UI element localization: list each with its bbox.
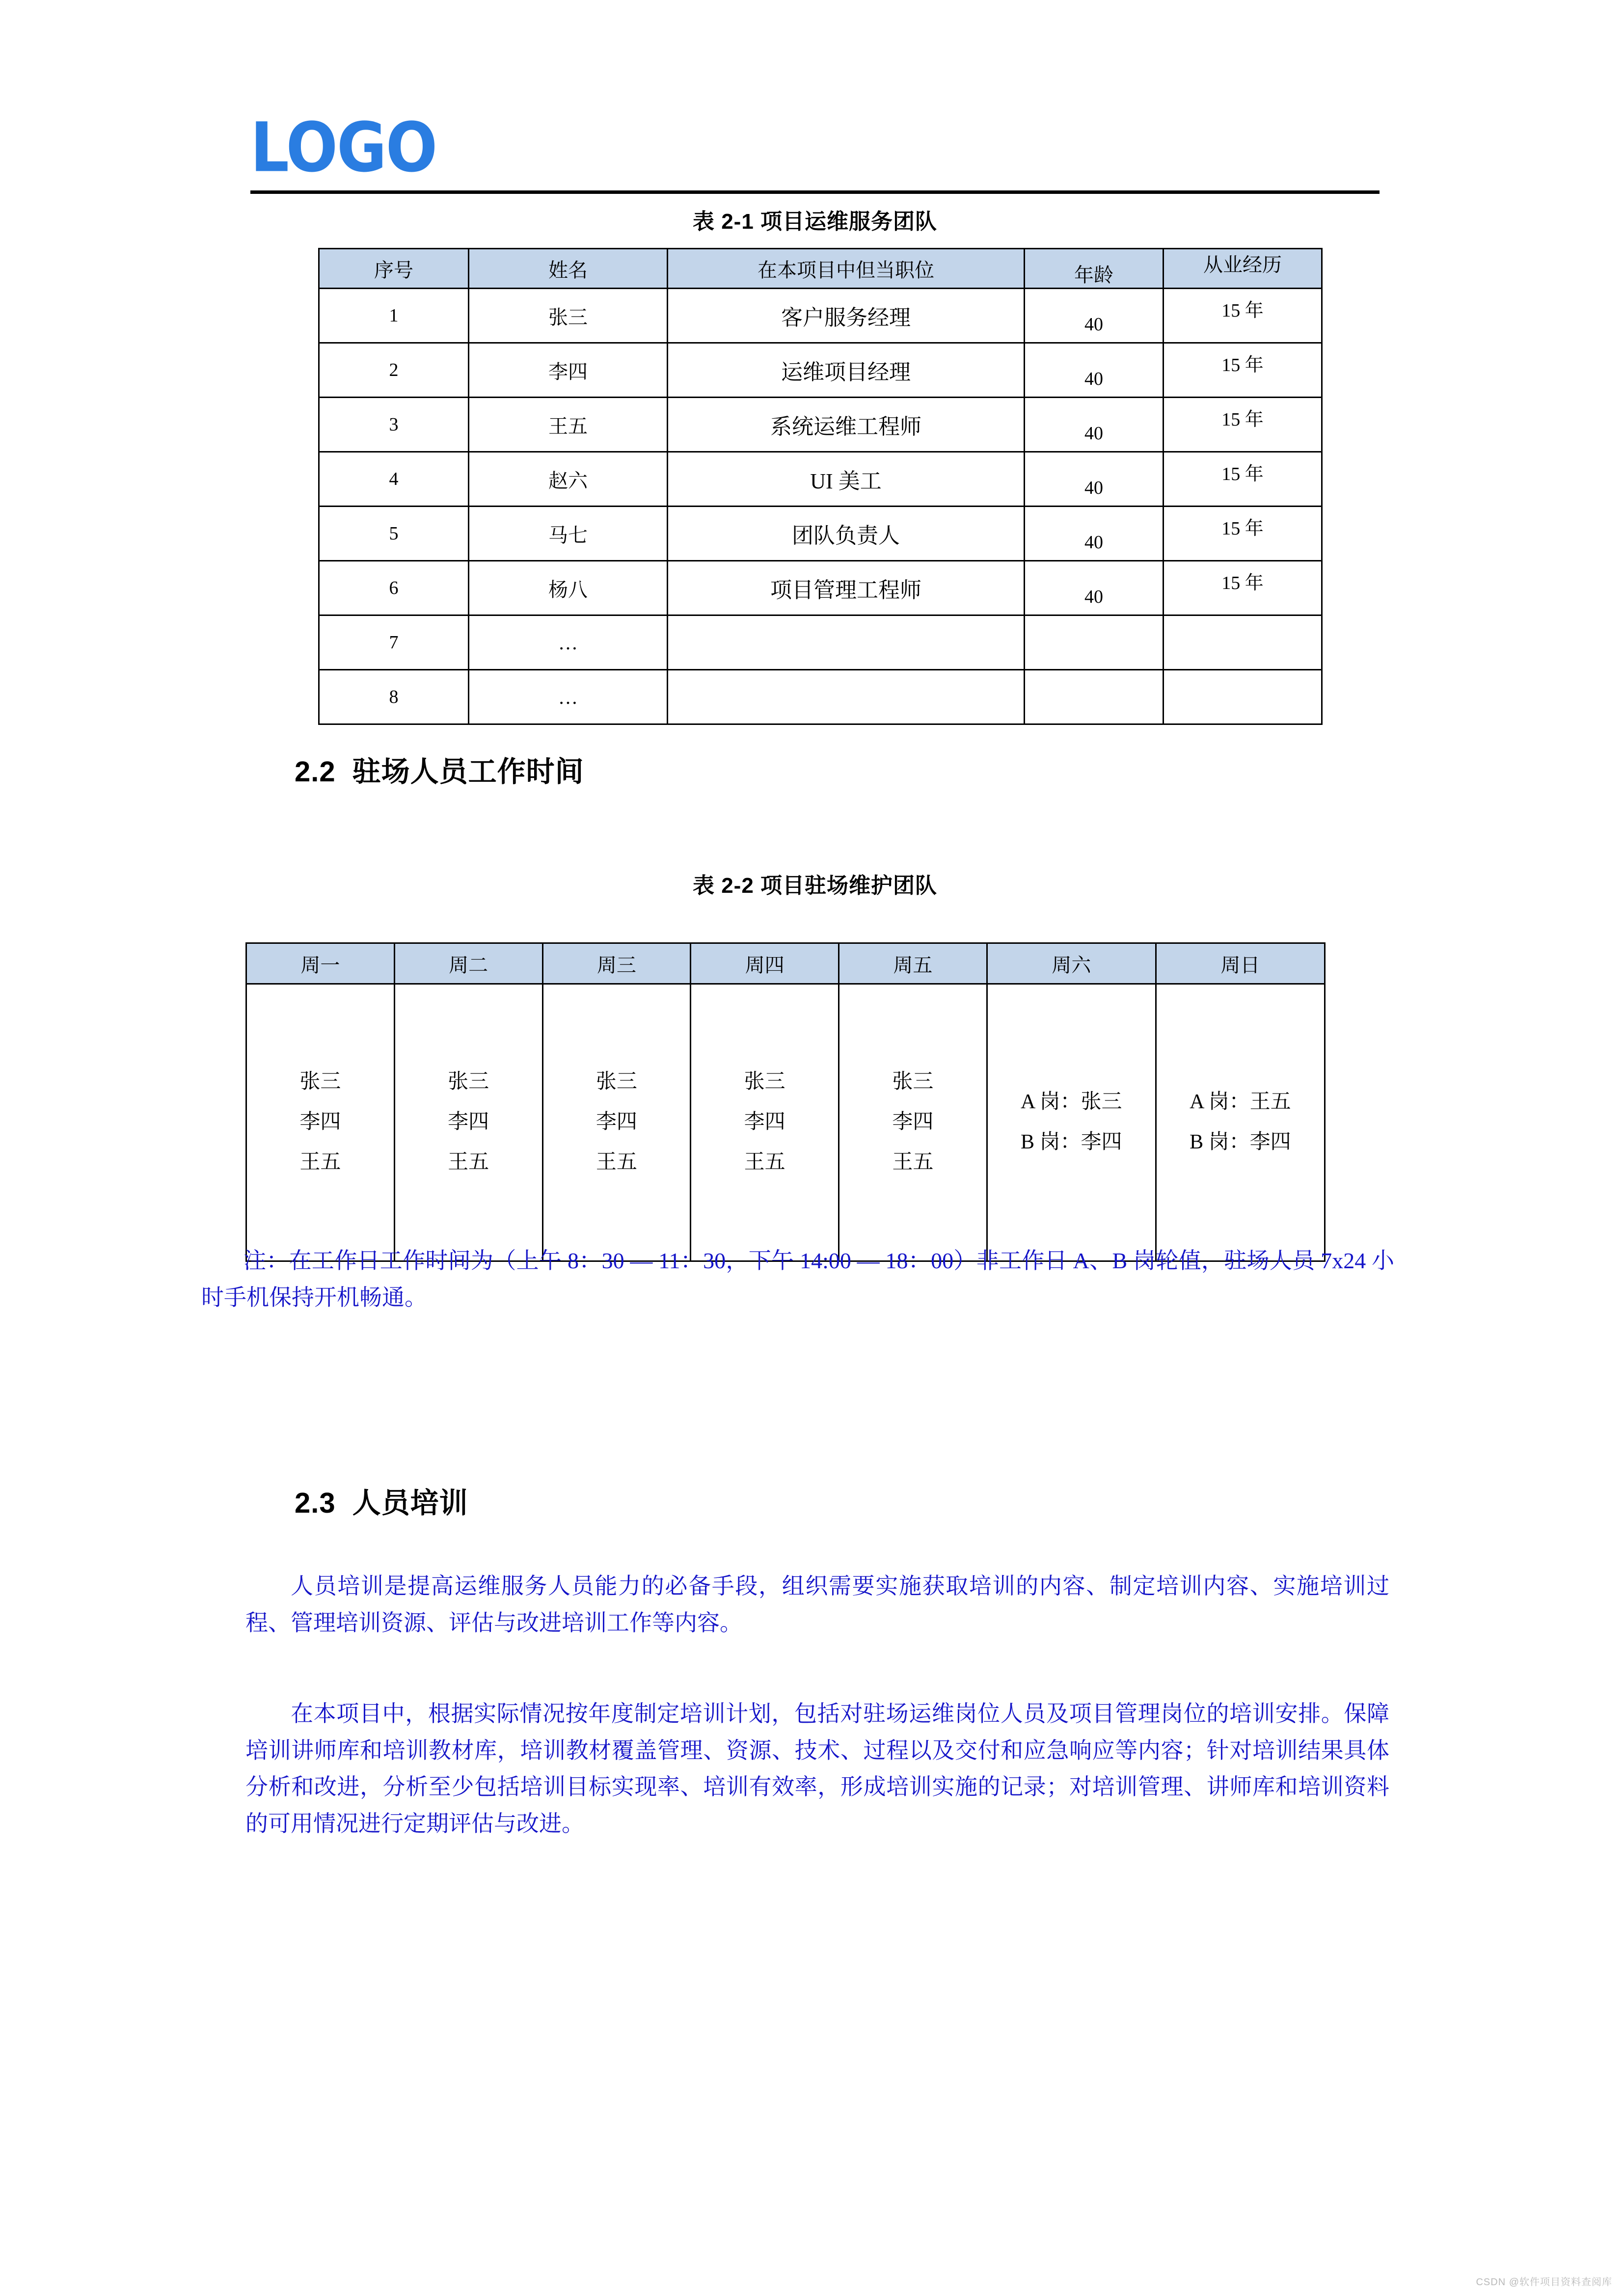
column-header-sunday: 周日 xyxy=(1156,943,1325,984)
section-heading-2-2 xyxy=(295,748,584,790)
column-header-monday: 周一 xyxy=(246,943,395,984)
cell-experience: 15 年 xyxy=(1164,343,1322,398)
table-row xyxy=(319,561,1322,615)
shift-line-b: B 岗：李四 xyxy=(1021,1131,1122,1153)
cell-position: UI 美工 xyxy=(668,452,1025,507)
cell-position: 团队负责人 xyxy=(668,507,1025,561)
cell-age: 40 xyxy=(1025,289,1164,343)
column-header-thursday: 周四 xyxy=(691,943,839,984)
column-header-wednesday: 周三 xyxy=(542,943,691,984)
cell-age: 40 xyxy=(1025,452,1164,507)
cell-position xyxy=(668,670,1025,724)
table-2-body xyxy=(246,984,1325,1261)
table-row xyxy=(319,398,1322,452)
schedule-cell-wednesday xyxy=(542,984,691,1261)
cell-name: 马七 xyxy=(469,507,668,561)
onsite-schedule-table xyxy=(245,942,1326,1262)
page-header xyxy=(250,108,1380,188)
section-title: 驻场人员工作时间 xyxy=(352,756,584,788)
schedule-note: 注：在工作日工作时间为（上午 8：30 — 11：30，下午 14:00 — 18：00）非工作日 A、B 岗轮值，驻场人员 7x24 小时手机保持开机畅通。 xyxy=(201,1248,1394,1310)
cell-name: 张三 xyxy=(469,289,668,343)
column-header-position: 在本项目中但当职位 xyxy=(668,249,1025,289)
cell-experience: 15 年 xyxy=(1164,452,1322,507)
table-1-caption: 表 2-1 项目运维服务团队 xyxy=(692,210,938,234)
cell-position: 系统运维工程师 xyxy=(668,398,1025,452)
header-divider xyxy=(250,190,1380,194)
schedule-cell-tuesday xyxy=(394,984,542,1261)
table-row xyxy=(319,289,1322,343)
cell-name: … xyxy=(469,670,668,724)
column-header-experience: 从业经历 xyxy=(1164,249,1322,289)
section-number: 2.2 xyxy=(295,756,336,788)
table-row xyxy=(319,343,1322,398)
training-paragraph-1: 人员培训是提高运维服务人员能力的必备手段，组织需要实施获取培训的内容、制定培训内容、实施培训过程、管理培训资源、评估与改进培训工作等内容。 xyxy=(245,1574,1389,1635)
cell-age: 40 xyxy=(1025,343,1164,398)
shift-line: 王五 xyxy=(448,1150,489,1174)
table-row xyxy=(319,615,1322,670)
table-1-header xyxy=(319,249,1322,289)
shift-line: 张三 xyxy=(448,1070,489,1094)
cell-name: 杨八 xyxy=(469,561,668,615)
cell-name: 李四 xyxy=(469,343,668,398)
cell-age: 40 xyxy=(1025,561,1164,615)
cell-age xyxy=(1025,615,1164,670)
schedule-cell-monday xyxy=(246,984,395,1261)
cell-index: 4 xyxy=(319,452,469,507)
shift-line: 张三 xyxy=(892,1070,934,1094)
watermark-text: CSDN @软件项目资料查阅库 xyxy=(1476,2277,1612,2288)
schedule-cell-saturday xyxy=(987,984,1156,1261)
cell-experience: 15 年 xyxy=(1164,507,1322,561)
column-header-age: 年龄 xyxy=(1025,249,1164,289)
table-2-caption: 表 2-2 项目驻场维护团队 xyxy=(692,874,938,898)
shift-line: 李四 xyxy=(448,1111,489,1134)
cell-index: 1 xyxy=(319,289,469,343)
column-header-friday: 周五 xyxy=(839,943,987,984)
cell-name: 王五 xyxy=(469,398,668,452)
shift-line: 李四 xyxy=(744,1111,785,1134)
cell-experience xyxy=(1164,615,1322,670)
schedule-cell-friday xyxy=(839,984,987,1261)
table-row xyxy=(319,249,1322,289)
shift-line: 张三 xyxy=(744,1070,785,1094)
shift-line: 李四 xyxy=(299,1111,341,1134)
table-row xyxy=(319,670,1322,724)
training-paragraph-2: 在本项目中，根据实际情况按年度制定培训计划，包括对驻场运维岗位人员及项目管理岗位的培训安排。保障培训讲师库和培训教材库，培训教材覆盖管理、资源、技术、过程以及交付和应急响应等内容；针对培训结果具体分析和改进，分析至少包括培训目标实现率、培训有效率，形成培训实施的记录；对培训管理、讲师库和培训资料的可用情况进行定期评估与改进。 xyxy=(245,1701,1389,1836)
table-row xyxy=(246,984,1325,1261)
cell-index: 7 xyxy=(319,615,469,670)
shift-line-b: B 岗：李四 xyxy=(1190,1131,1291,1153)
company-logo: LOGO xyxy=(250,108,437,188)
table-row xyxy=(319,507,1322,561)
table-2-header xyxy=(246,943,1325,984)
cell-name: … xyxy=(469,615,668,670)
column-header-name: 姓名 xyxy=(469,249,668,289)
ops-team-table xyxy=(318,248,1323,725)
shift-line: 张三 xyxy=(299,1070,341,1094)
cell-index: 8 xyxy=(319,670,469,724)
cell-experience: 15 年 xyxy=(1164,398,1322,452)
shift-line: 王五 xyxy=(744,1150,785,1174)
column-header-index: 序号 xyxy=(319,249,469,289)
cell-index: 6 xyxy=(319,561,469,615)
shift-line-a: A 岗：王五 xyxy=(1190,1091,1291,1114)
cell-experience: 15 年 xyxy=(1164,561,1322,615)
column-header-tuesday: 周二 xyxy=(394,943,542,984)
shift-line-a: A 岗：张三 xyxy=(1021,1091,1122,1114)
schedule-cell-thursday xyxy=(691,984,839,1261)
cell-age: 40 xyxy=(1025,398,1164,452)
cell-name: 赵六 xyxy=(469,452,668,507)
table-1-body xyxy=(319,289,1322,724)
column-header-saturday: 周六 xyxy=(987,943,1156,984)
cell-position: 运维项目经理 xyxy=(668,343,1025,398)
shift-line: 王五 xyxy=(892,1150,934,1174)
shift-line: 王五 xyxy=(595,1150,637,1174)
cell-position xyxy=(668,615,1025,670)
section-title: 人员培训 xyxy=(352,1487,468,1519)
cell-age: 40 xyxy=(1025,507,1164,561)
cell-age xyxy=(1025,670,1164,724)
shift-line: 李四 xyxy=(892,1111,934,1134)
shift-line: 李四 xyxy=(595,1111,637,1134)
section-number: 2.3 xyxy=(295,1487,336,1519)
cell-index: 2 xyxy=(319,343,469,398)
cell-experience xyxy=(1164,670,1322,724)
cell-experience: 15 年 xyxy=(1164,289,1322,343)
shift-line: 王五 xyxy=(299,1150,341,1174)
cell-index: 3 xyxy=(319,398,469,452)
table-row xyxy=(246,943,1325,984)
table-row xyxy=(319,452,1322,507)
section-heading-2-3 xyxy=(295,1480,468,1521)
cell-index: 5 xyxy=(319,507,469,561)
schedule-cell-sunday xyxy=(1156,984,1325,1261)
shift-line: 张三 xyxy=(595,1070,637,1094)
cell-position: 项目管理工程师 xyxy=(668,561,1025,615)
cell-position: 客户服务经理 xyxy=(668,289,1025,343)
